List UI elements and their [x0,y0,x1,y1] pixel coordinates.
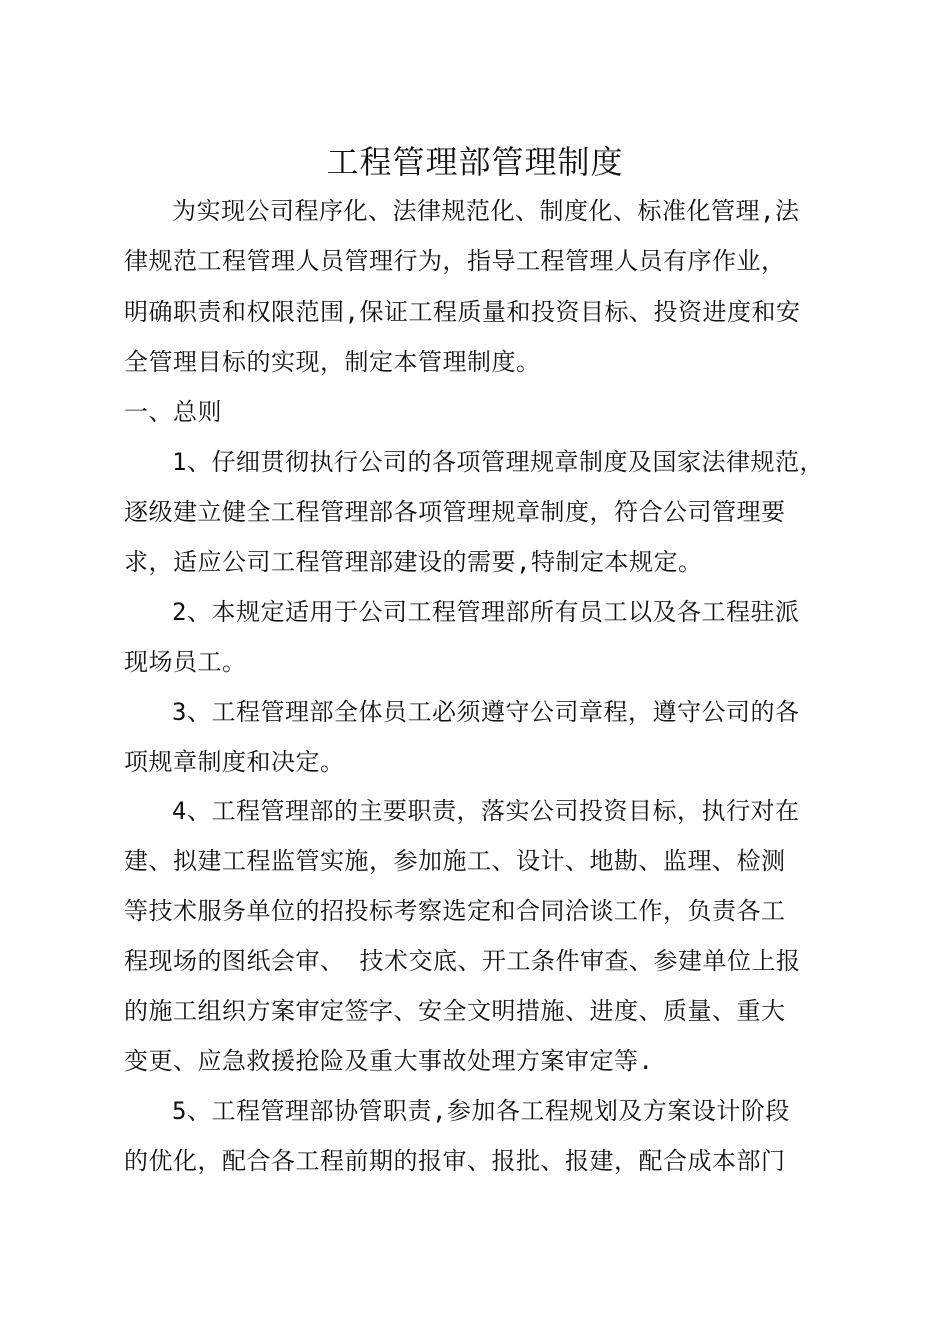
paragraph-line: 2、本规定适用于公司工程管理部所有员工以及各工程驻派 [172,598,800,626]
paragraph-line: 的施工组织方案审定签字、安全文明措施、进度、质量、重大 [124,997,786,1025]
paragraph-line: 程现场的图纸会审、 技术交底、开工条件审查、参建单位上报 [124,947,801,975]
paragraph-line: 求，适应公司工程管理部建设的需要,特制定本规定。 [124,548,703,576]
section-heading: 一、总则 [124,398,222,426]
paragraph-line: 等技术服务单位的招投标考察选定和合同洽谈工作，负责各工 [124,897,786,925]
paragraph-line: 3、工程管理部全体员工必须遵守公司章程，遵守公司的各 [172,698,800,726]
paragraph-line: 5、工程管理部协管职责,参加各工程规划及方案设计阶段 [172,1097,790,1125]
paragraph-line: 律规范工程管理人员管理行为，指导工程管理人员有序作业， [124,247,786,275]
paragraph-line: 1、仔细贯彻执行公司的各项管理规章制度及国家法律规范， [172,448,824,476]
paragraph-line: 项规章制度和决定。 [124,748,345,776]
paragraph-line: 现场员工。 [124,648,247,676]
paragraph-line: 建、拟建工程监管实施，参加施工、设计、地勘、监理、检测 [124,847,786,875]
document-title: 工程管理部管理制度 [326,143,624,181]
paragraph-line: 变更、应急救援抢险及重大事故处理方案审定等. [124,1047,654,1075]
paragraph-line: 为实现公司程序化、法律规范化、制度化、标准化管理,法 [172,197,800,225]
paragraph-line: 的优化，配合各工程前期的报审、报批、报建，配合成本部门 [124,1147,786,1175]
paragraph-line: 4、工程管理部的主要职责，落实公司投资目标，执行对在 [172,797,800,825]
paragraph-line: 全管理目标的实现，制定本管理制度。 [124,348,541,376]
paragraph-line: 逐级建立健全工程管理部各项管理规章制度，符合公司管理要 [124,498,786,526]
paragraph-line: 明确职责和权限范围,保证工程质量和投资目标、投资进度和安 [124,298,801,326]
